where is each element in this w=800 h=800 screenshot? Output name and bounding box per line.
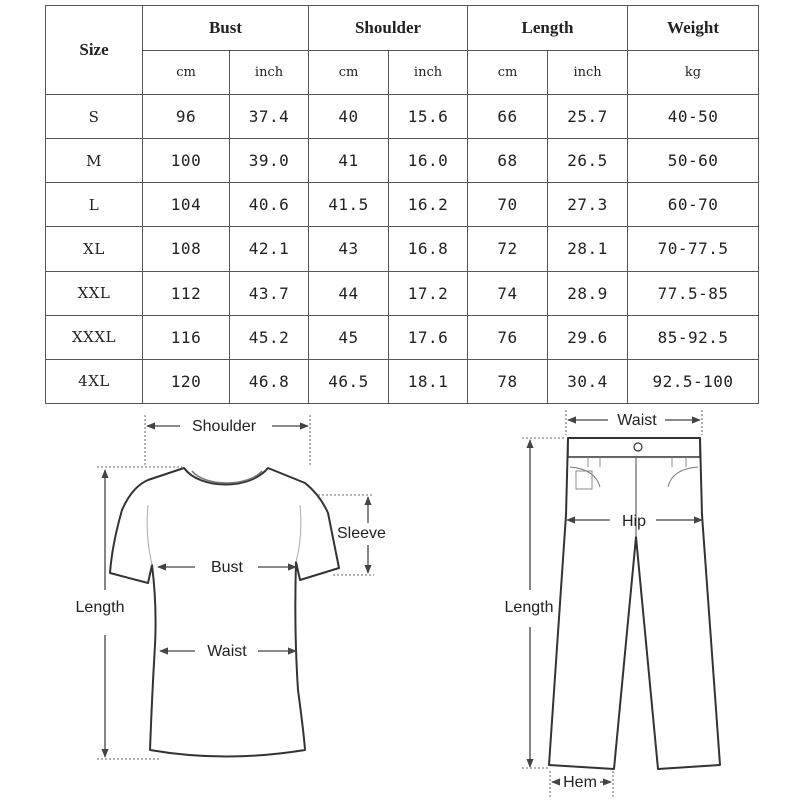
measurement-diagrams <box>0 405 800 800</box>
table-cell: 16.0 <box>389 139 468 183</box>
table-row <box>46 271 759 315</box>
table-row <box>46 95 759 139</box>
table-cell: 74 <box>468 271 548 315</box>
table-cell: 46.5 <box>309 359 389 403</box>
length-cm-unit: cm <box>468 51 548 95</box>
weight-column-header: Weight <box>628 6 759 51</box>
length-column-header: Length <box>468 6 628 51</box>
table-row <box>46 139 759 183</box>
table-cell: 120 <box>143 359 230 403</box>
table-cell: 18.1 <box>389 359 468 403</box>
table-cell: 76 <box>468 315 548 359</box>
size-cell: XL <box>46 227 143 271</box>
table-cell: 45 <box>309 315 389 359</box>
table-cell: 43.7 <box>230 271 309 315</box>
table-cell: 116 <box>143 315 230 359</box>
table-cell: 60-70 <box>628 183 759 227</box>
table-row <box>46 359 759 403</box>
size-column-header: Size <box>46 6 143 95</box>
tshirt-diagram <box>110 468 339 757</box>
size-cell: 4XL <box>46 359 143 403</box>
shirt-length-label: Length <box>75 599 125 616</box>
table-cell: 17.2 <box>389 271 468 315</box>
table-cell: 40.6 <box>230 183 309 227</box>
bust-cm-unit: cm <box>143 51 230 95</box>
table-cell: 70 <box>468 183 548 227</box>
size-cell: M <box>46 139 143 183</box>
table-cell: 42.1 <box>230 227 309 271</box>
table-cell: 41 <box>309 139 389 183</box>
bust-inch-unit: inch <box>230 51 309 95</box>
table-row <box>46 315 759 359</box>
table-cell: 44 <box>309 271 389 315</box>
size-chart-table <box>45 5 759 404</box>
header-row-units <box>46 51 759 95</box>
table-cell: 27.3 <box>548 183 628 227</box>
table-cell: 96 <box>143 95 230 139</box>
size-cell: XXXL <box>46 315 143 359</box>
table-cell: 50-60 <box>628 139 759 183</box>
table-row <box>46 183 759 227</box>
shoulder-inch-unit: inch <box>389 51 468 95</box>
table-cell: 37.4 <box>230 95 309 139</box>
weight-kg-unit: kg <box>628 51 759 95</box>
table-cell: 85-92.5 <box>628 315 759 359</box>
table-cell: 28.1 <box>548 227 628 271</box>
table-cell: 16.2 <box>389 183 468 227</box>
table-cell: 112 <box>143 271 230 315</box>
table-row <box>46 227 759 271</box>
table-cell: 40 <box>309 95 389 139</box>
size-cell: L <box>46 183 143 227</box>
table-cell: 16.8 <box>389 227 468 271</box>
sleeve-label: Sleeve <box>337 525 386 542</box>
pants-waist-label: Waist <box>617 412 657 429</box>
size-cell: S <box>46 95 143 139</box>
table-cell: 104 <box>143 183 230 227</box>
table-cell: 26.5 <box>548 139 628 183</box>
shoulder-cm-unit: cm <box>309 51 389 95</box>
table-cell: 92.5-100 <box>628 359 759 403</box>
tshirt-outline-icon <box>110 468 339 757</box>
table-cell: 66 <box>468 95 548 139</box>
table-cell: 108 <box>143 227 230 271</box>
pants-outline-icon <box>549 438 720 769</box>
table-cell: 78 <box>468 359 548 403</box>
size-rows <box>46 95 759 404</box>
tshirt-measure-lines <box>97 415 374 759</box>
table-cell: 77.5-85 <box>628 271 759 315</box>
bust-column-header: Bust <box>143 6 309 51</box>
table-cell: 72 <box>468 227 548 271</box>
table-cell: 43 <box>309 227 389 271</box>
table-cell: 25.7 <box>548 95 628 139</box>
table-cell: 70-77.5 <box>628 227 759 271</box>
table-cell: 40-50 <box>628 95 759 139</box>
table-cell: 45.2 <box>230 315 309 359</box>
hem-label: Hem <box>563 774 597 791</box>
table-cell: 100 <box>143 139 230 183</box>
table-cell: 30.4 <box>548 359 628 403</box>
size-cell: XXL <box>46 271 143 315</box>
table-cell: 29.6 <box>548 315 628 359</box>
header-row-groups <box>46 6 759 51</box>
table-cell: 46.8 <box>230 359 309 403</box>
shirt-waist-label: Waist <box>207 643 247 660</box>
shoulder-column-header: Shoulder <box>309 6 468 51</box>
pants-diagram <box>549 438 720 769</box>
table-cell: 39.0 <box>230 139 309 183</box>
table-cell: 28.9 <box>548 271 628 315</box>
table-cell: 17.6 <box>389 315 468 359</box>
bust-label: Bust <box>210 559 244 576</box>
table-cell: 41.5 <box>309 183 389 227</box>
length-inch-unit: inch <box>548 51 628 95</box>
table-cell: 15.6 <box>389 95 468 139</box>
hip-label: Hip <box>621 513 647 530</box>
pants-length-label: Length <box>504 599 554 616</box>
table-cell: 68 <box>468 139 548 183</box>
shoulder-label: Shoulder <box>191 418 257 435</box>
